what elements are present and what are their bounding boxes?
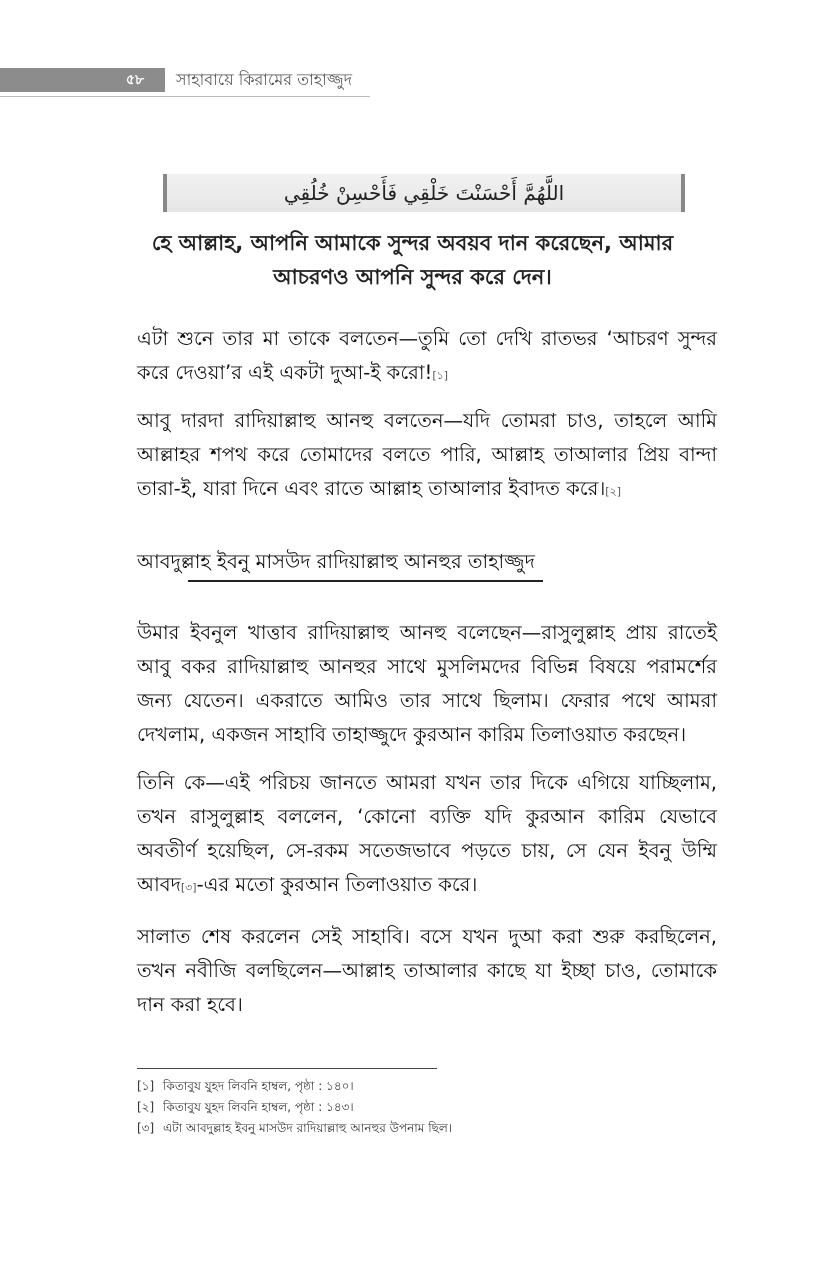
footnote-text: কিতাবুয যুহদ লিবনি হাম্বল, পৃষ্ঠা : ১৪০। [163,1079,354,1093]
section-heading-underline [188,580,543,582]
paragraph-2 [137,404,717,509]
footnote-text: কিতাবুয যুহদ লিবনি হাম্বল, পৃষ্ঠা : ১৪৩। [163,1100,354,1114]
footnote-ref-1[interactable]: [১] [432,369,449,382]
paragraph-1 [137,322,717,393]
footnote-text: এটা আবদুল্লাহ ইবনু মাসউদ রাদিয়াল্লাহু আনহুর উপনাম ছিল। [163,1121,453,1135]
body-paragraph-2-text: তিনি কে—এই পরিচয় জানতে আমরা যখন তার দিকে এগিয়ে যাচ্ছিলাম, তখন রাসুলুল্লাহ বললেন, ‘কোনো ব্যক্তি যদি কুরআন কারিম যেভাবে অবতীর্ণ হয়েছিল, সে-রকম সতেজভাবে পড়তে চায়, সে যেন ইবনু উম্মি আবদ [137,771,717,896]
body-paragraph-2 [137,766,717,905]
footnote-2 [137,1097,697,1118]
footnote-3 [137,1118,697,1139]
header-divider [0,96,370,97]
footnote-1 [137,1076,697,1097]
body-paragraph-1: উমার ইবনুল খাত্তাব রাদিয়াল্লাহু আনহু বলেছেন—রাসুলুল্লাহ প্রায় রাতেই আবু বকর রাদিয়াল্লাহু আনহুর সাথে মুসলিমদের বিভিন্ন বিষয়ে পরামর্শের জন্য যেতেন। একরাতে আমিও তার সাথে ছিলাম। ফেরার পথে আমরা দেখলাম, একজন সাহাবি তাহাজ্জুদে কুরআন কারিম তিলাওয়াত করছেন। [137,621,717,746]
body-paragraph-2-tail: -এর মতো কুরআন তিলাওয়াত করে। [196,873,478,896]
footnote-ref-2[interactable]: [২] [605,485,622,498]
dua-arabic-box [163,174,685,212]
section-heading: আবদুল্লাহ ইবনু মাসউদ রাদিয়াল্লাহু আনহুর তাহাজ্জুদ [137,550,535,573]
footnotes [137,1076,697,1139]
footnote-mark: [১] [137,1079,155,1093]
footnote-divider [137,1068,437,1069]
running-title: সাহাবায়ে কিরামের তাহাজ্জুদ [176,70,353,89]
footnote-mark: [৩] [137,1121,155,1135]
dua-translation: হে আল্লাহ, আপনি আমাকে সুন্দর অবয়ব দান করেছেন, আমার আচরণও আপনি সুন্দর করে দেন। [151,231,674,289]
footnote-ref-3[interactable]: [৩] [180,881,197,894]
paragraph-1-text: এটা শুনে তার মা তাকে বলতেন—তুমি তো দেখি রাতভর ‘আচরণ সুন্দর করে দেওয়া’র এই একটা দুআ-ই করো! [137,327,717,384]
paragraph-2-text: আবু দারদা রাদিয়াল্লাহু আনহু বলতেন—যদি তোমরা চাও, তাহলে আমি আল্লাহর শপথ করে তোমাদের বলতে পারি, আল্লাহ তাআলার প্রিয় বান্দা তারা-ই, যারা দিনে এবং রাতে আল্লাহ তাআলার ইবাদত করে। [137,409,717,500]
body-paragraph-3: সালাত শেষ করলেন সেই সাহাবি। বসে যখন দুআ করা শুরু করছিলেন, তখন নবীজি বলছিলেন—আল্লাহ তাআলার কাছে যা ইচ্ছা চাও, তোমাকে দান করা হবে। [137,925,717,1016]
page-number: ৫৮ [125,72,145,88]
footnote-mark: [২] [137,1100,155,1114]
dua-arabic-text: اللَّهُمَّ أَحْسَنْتَ خَلْقِي فَأَحْسِنْ خُلُقِي [283,181,565,205]
